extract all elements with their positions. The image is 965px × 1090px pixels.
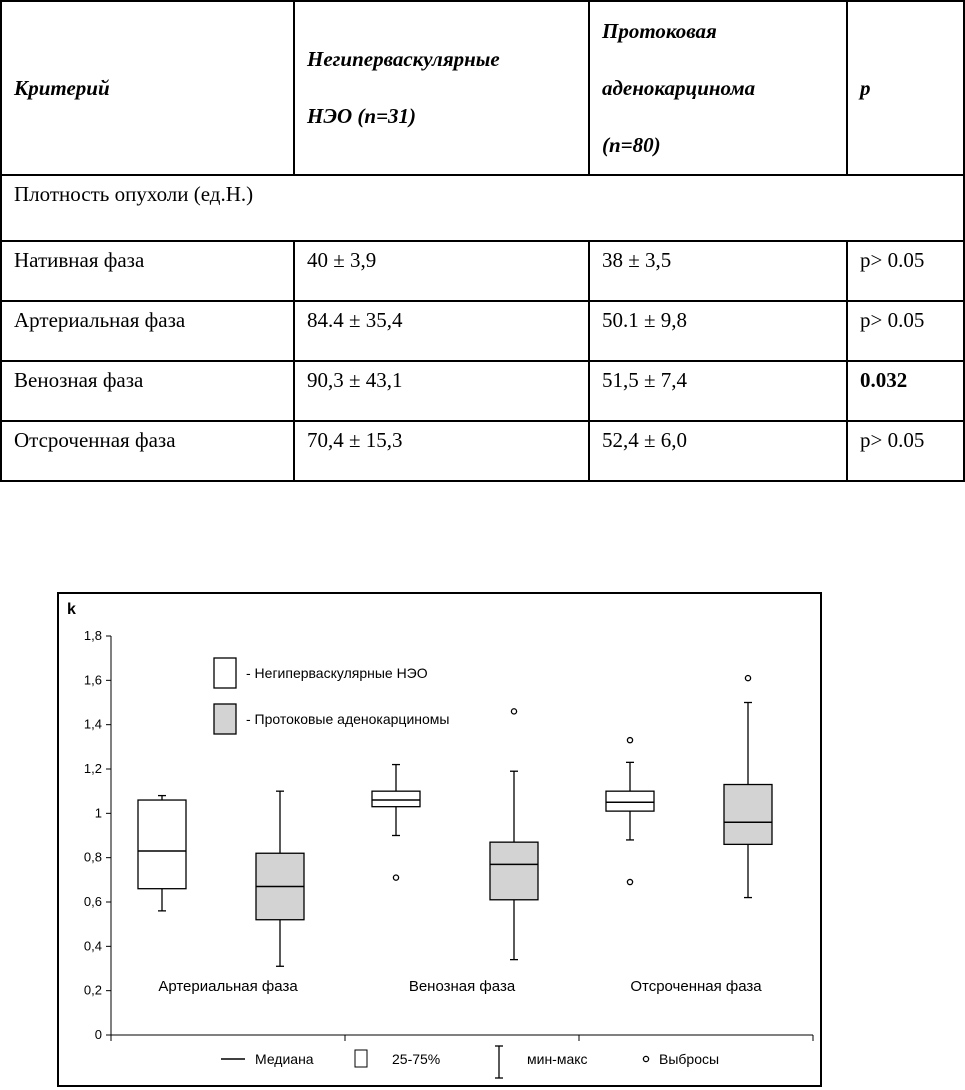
cell-neo: 90,3 ± 43,1 (294, 361, 589, 421)
median-legend-label: Медиана (255, 1051, 314, 1067)
box-iqr (138, 800, 186, 889)
cell-p: p> 0.05 (847, 301, 964, 361)
cell-neo: 70,4 ± 15,3 (294, 421, 589, 481)
cell-p: p> 0.05 (847, 241, 964, 301)
table-section-row (1, 175, 964, 241)
category-label: Венозная фаза (408, 978, 516, 996)
iqr-legend-icon (355, 1050, 367, 1067)
boxplot-figure (57, 592, 822, 1087)
outlier-legend-label: Выбросы (659, 1051, 720, 1067)
outlier-point (511, 709, 516, 714)
outlier-point (393, 875, 398, 880)
table-row (1, 241, 964, 301)
header-p-text: p (860, 75, 871, 100)
boxplot-chart (59, 594, 820, 1085)
y-axis-label: k (67, 601, 76, 618)
y-tick-label: 0,8 (83, 849, 102, 865)
y-tick-label: 0 (94, 1027, 102, 1042)
header-adeno-line3: (n=80) (602, 132, 661, 157)
y-tick-label: 0,6 (83, 894, 102, 909)
box-iqr (372, 791, 420, 807)
y-tick-label: 0,2 (83, 982, 102, 998)
header-criterion-text: Критерий (14, 75, 110, 100)
table-header-row (1, 1, 964, 175)
table-row (1, 301, 964, 361)
results-table (0, 0, 965, 482)
outlier-point (745, 676, 750, 681)
header-adeno-line2: аденокарцинома (602, 75, 756, 100)
box-iqr (724, 785, 772, 845)
box-iqr (490, 842, 538, 900)
cell-adeno: 52,4 ± 6,0 (589, 421, 847, 481)
cell-criterion: Венозная фаза (1, 361, 294, 421)
header-neo-line2: НЭО (n=31) (307, 104, 417, 128)
header-adeno (589, 1, 847, 175)
category-label: Артериальная фаза (158, 978, 298, 996)
cell-neo: 84.4 ± 35,4 (294, 301, 589, 361)
y-tick-label: 1,8 (83, 628, 102, 643)
y-tick-label: 1 (94, 805, 102, 821)
outlier-point (627, 738, 632, 743)
minmax-legend-label: мин-макс (527, 1051, 588, 1067)
cell-criterion: Нативная фаза (1, 241, 294, 301)
box-iqr (606, 791, 654, 811)
section-label: Плотность опухоли (ед.Н.) (1, 175, 964, 241)
cell-p: p> 0.05 (847, 421, 964, 481)
y-tick-label: 1,6 (83, 672, 102, 688)
cell-adeno: 50.1 ± 9,8 (589, 301, 847, 361)
table-row (1, 361, 964, 421)
cell-adeno: 38 ± 3,5 (589, 241, 847, 301)
cell-criterion: Артериальная фаза (1, 301, 294, 361)
legend-label: - Негиперваскулярные НЭО (246, 665, 428, 681)
legend-label: - Протоковые аденокарциномы (246, 711, 450, 727)
y-tick-label: 1,2 (83, 761, 102, 776)
outlier-point (627, 879, 632, 884)
cell-p: 0.032 (847, 361, 964, 421)
legend-swatch (214, 658, 236, 688)
cell-adeno: 51,5 ± 7,4 (589, 361, 847, 421)
category-label: Отсроченная фаза (630, 978, 762, 996)
outlier-legend-icon (643, 1056, 648, 1061)
header-adeno-line1: Протоковая (602, 18, 717, 43)
y-tick-label: 0,4 (83, 938, 102, 954)
cell-criterion: Отсроченная фаза (1, 421, 294, 481)
header-p (847, 1, 964, 175)
header-neo-line1: Негиперваскулярные (307, 47, 500, 71)
header-neo (294, 1, 589, 175)
iqr-legend-label: 25-75% (392, 1051, 441, 1067)
legend-swatch (214, 704, 236, 734)
table-row (1, 421, 964, 481)
cell-neo: 40 ± 3,9 (294, 241, 589, 301)
header-criterion (1, 1, 294, 175)
y-tick-label: 1,4 (83, 716, 102, 732)
